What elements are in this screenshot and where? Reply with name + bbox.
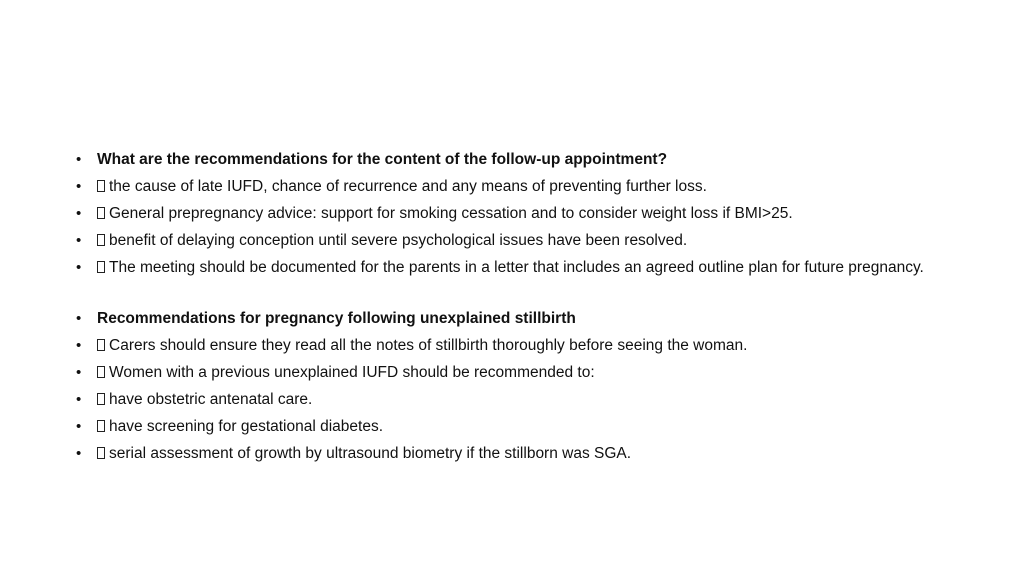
- missing-glyph-box-icon: [97, 261, 105, 273]
- list-item: [76, 418, 956, 435]
- list-item: [76, 232, 956, 249]
- list-item: [76, 445, 956, 462]
- missing-glyph-box-icon: [97, 339, 105, 351]
- missing-glyph-box-icon: [97, 447, 105, 459]
- list-item: [76, 364, 956, 381]
- list-item: [76, 337, 956, 354]
- missing-glyph-box-icon: [97, 207, 105, 219]
- bullet-dot-icon: •: [76, 205, 82, 222]
- list-item-text: Carers should ensure they read all the notes of stillbirth thoroughly before seeing the woman.: [109, 337, 748, 354]
- bullet-dot-icon: •: [76, 178, 82, 195]
- list-item-text: General prepregnancy advice: support for smoking cessation and to consider weight loss if BMI>25.: [109, 205, 793, 222]
- missing-glyph-box-icon: [97, 234, 105, 246]
- list-item-text: have screening for gestational diabetes.: [109, 418, 384, 435]
- bullet-dot-icon: •: [76, 418, 82, 435]
- section2-heading-item: [76, 310, 956, 327]
- bullet-dot-icon: •: [76, 259, 82, 276]
- missing-glyph-box-icon: [97, 420, 105, 432]
- list-item: [76, 391, 956, 408]
- list-item: [76, 178, 956, 195]
- list-item-text: Women with a previous unexplained IUFD should be recommended to:: [109, 364, 595, 381]
- list-item: [76, 205, 956, 222]
- bullet-dot-icon: •: [76, 391, 82, 408]
- list-item-text: benefit of delaying conception until severe psychological issues have been resolved.: [109, 232, 688, 249]
- list-item-text: the cause of late IUFD, chance of recurrence and any means of preventing further loss.: [109, 178, 707, 195]
- section2-heading: Recommendations for pregnancy following unexplained stillbirth: [97, 310, 576, 327]
- section1-heading-item: [76, 151, 956, 168]
- bullet-dot-icon: •: [76, 364, 82, 381]
- list-item-text: have obstetric antenatal care.: [109, 391, 313, 408]
- bullet-dot-icon: •: [76, 151, 82, 168]
- missing-glyph-box-icon: [97, 366, 105, 378]
- list-item-text: The meeting should be documented for the parents in a letter that includes an agreed outline plan for future pregnancy.: [109, 259, 924, 276]
- section1-heading: What are the recommendations for the content of the follow-up appointment?: [97, 151, 668, 168]
- list-item-text: serial assessment of growth by ultrasound biometry if the stillborn was SGA.: [109, 445, 632, 462]
- missing-glyph-box-icon: [97, 393, 105, 405]
- bullet-dot-icon: •: [76, 310, 82, 327]
- bullet-list: [76, 151, 956, 462]
- bullet-dot-icon: •: [76, 232, 82, 249]
- bullet-dot-icon: •: [76, 445, 82, 462]
- slide-content: [76, 151, 956, 472]
- list-item: [76, 259, 956, 276]
- bullet-dot-icon: •: [76, 337, 82, 354]
- missing-glyph-box-icon: [97, 180, 105, 192]
